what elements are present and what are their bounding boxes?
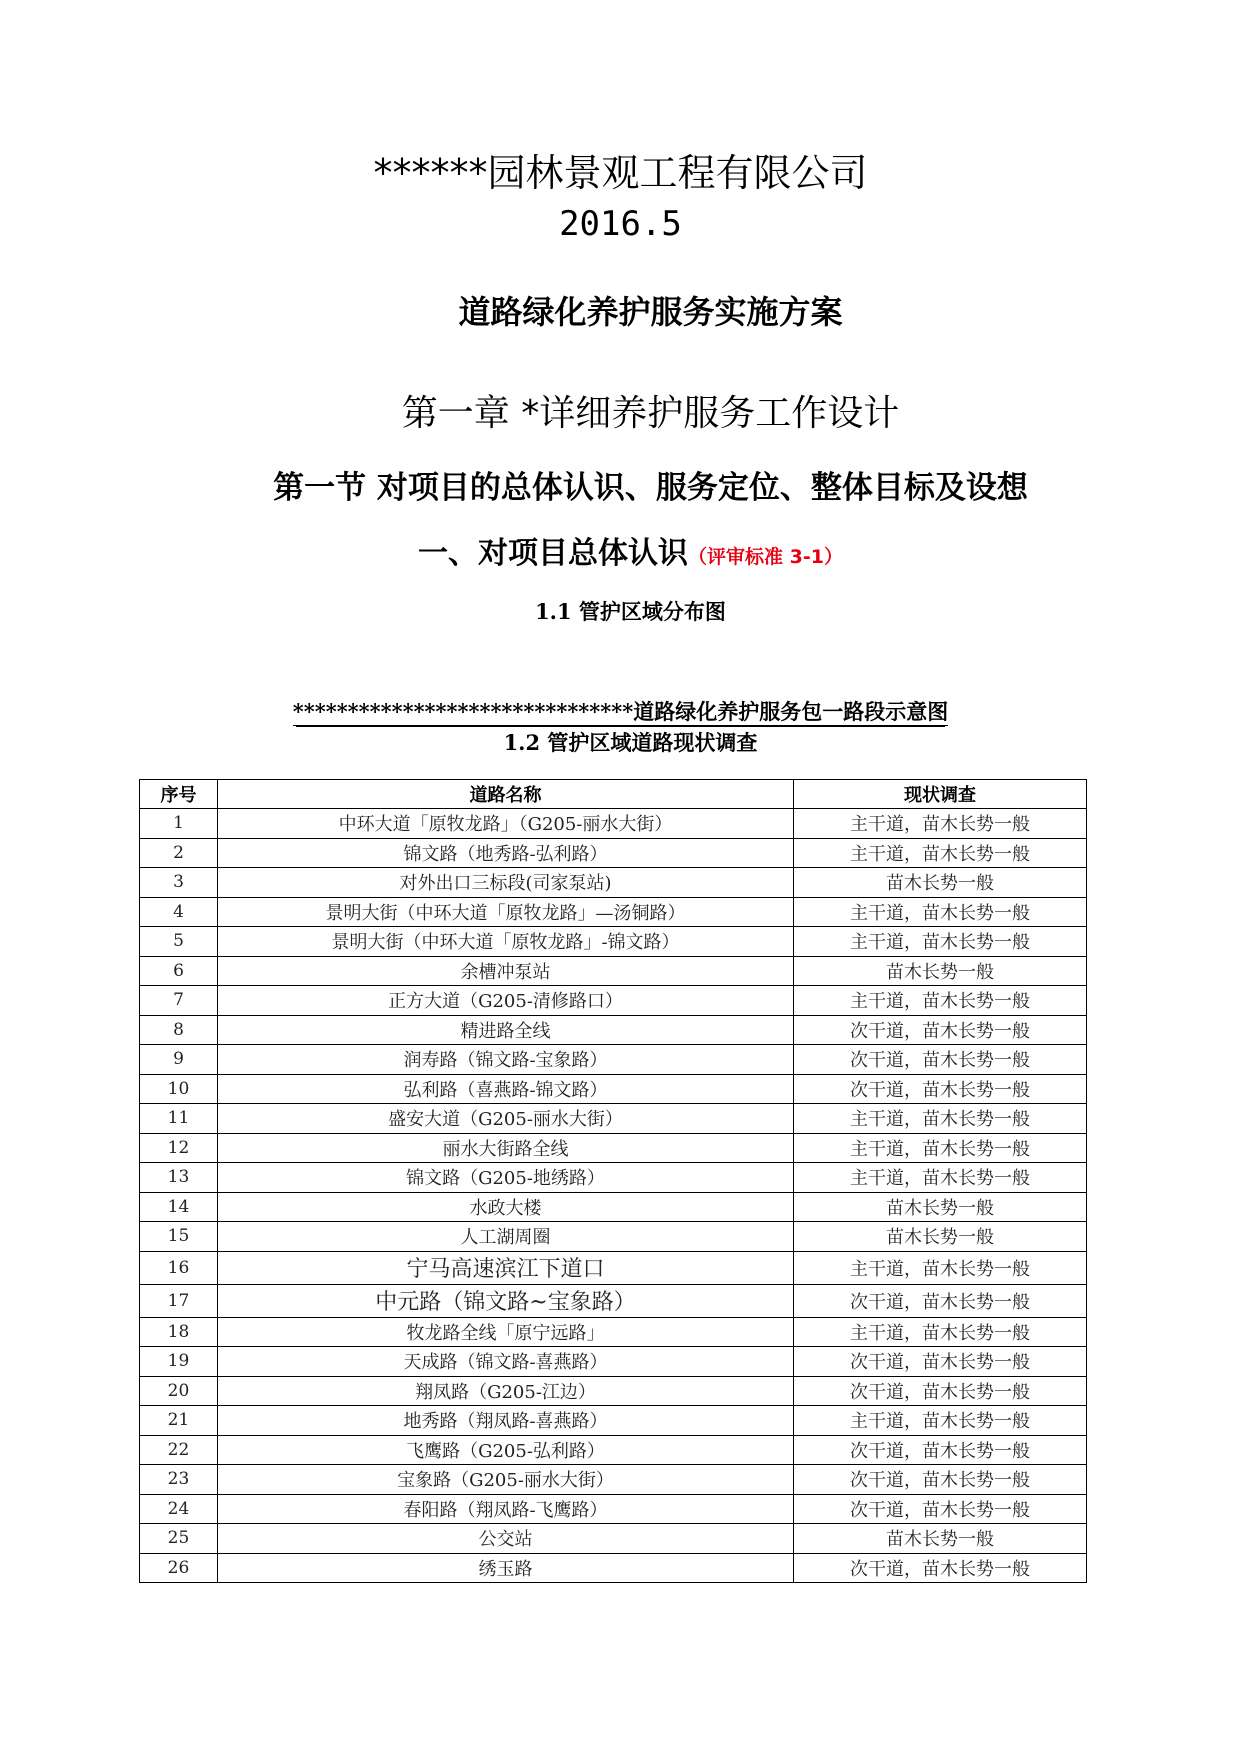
cell-road-name: 余槽冲泵站	[218, 956, 794, 986]
cell-status: 主干道，苗木长势一般	[794, 897, 1087, 927]
table-row	[140, 838, 1087, 868]
cell-road-name: 景明大街（中环大道「原牧龙路」-锦文路）	[218, 927, 794, 957]
cell-status: 苗木长势一般	[794, 1192, 1087, 1222]
evaluation-criteria-note: （评审标准 3-1）	[688, 546, 843, 568]
subsection-title: 一、对项目总体认识	[418, 536, 689, 571]
subsection-heading	[10, 532, 1241, 579]
cell-number: 23	[140, 1465, 218, 1495]
cell-number: 4	[140, 897, 218, 927]
cell-status: 次干道，苗木长势一般	[794, 1553, 1087, 1583]
cell-status: 次干道，苗木长势一般	[794, 1015, 1087, 1045]
cell-number: 22	[140, 1435, 218, 1465]
column-header-road: 道路名称	[218, 780, 794, 809]
cell-number: 9	[140, 1045, 218, 1075]
cell-road-name: 景明大街（中环大道「原牧龙路」—汤铜路）	[218, 897, 794, 927]
table-row	[140, 1074, 1087, 1104]
table-row	[140, 1163, 1087, 1193]
cell-number: 21	[140, 1406, 218, 1436]
cell-status: 苗木长势一般	[794, 868, 1087, 898]
cell-road-name: 中环大道「原牧龙路」（G205-丽水大街）	[218, 809, 794, 839]
table-row	[140, 1192, 1087, 1222]
cell-road-name: 正方大道（G205-清修路口）	[218, 986, 794, 1016]
table-row	[140, 868, 1087, 898]
cell-status: 次干道，苗木长势一般	[794, 1284, 1087, 1317]
table-row	[140, 1376, 1087, 1406]
cell-number: 20	[140, 1376, 218, 1406]
table-row	[140, 1553, 1087, 1583]
cell-status: 主干道，苗木长势一般	[794, 1133, 1087, 1163]
column-header-no: 序号	[140, 780, 218, 809]
cell-road-name: 盛安大道（G205-丽水大街）	[218, 1104, 794, 1134]
table-row	[140, 1435, 1087, 1465]
table-row	[140, 1015, 1087, 1045]
table-row	[140, 927, 1087, 957]
map-caption-text: *******************************道路绿化养护服务包一路段示意图	[292, 699, 949, 724]
cell-status: 次干道，苗木长势一般	[794, 1074, 1087, 1104]
cell-number: 8	[140, 1015, 218, 1045]
cell-number: 26	[140, 1553, 218, 1583]
cell-road-name: 宝象路（G205-丽水大街）	[218, 1465, 794, 1495]
column-header-status: 现状调查	[794, 780, 1087, 809]
cell-status: 次干道，苗木长势一般	[794, 1347, 1087, 1377]
map-caption	[0, 698, 1241, 726]
cell-status: 苗木长势一般	[794, 1524, 1087, 1554]
heading-1-1: 1.1 管护区域分布图	[535, 599, 726, 624]
company-name: ******园林景观工程有限公司	[373, 151, 868, 195]
cell-status: 次干道，苗木长势一般	[794, 1435, 1087, 1465]
cell-road-name: 锦文路（G205-地绣路）	[218, 1163, 794, 1193]
table-row	[140, 1524, 1087, 1554]
cell-road-name: 人工湖周圈	[218, 1222, 794, 1252]
cell-number: 14	[140, 1192, 218, 1222]
cell-road-name: 绣玉路	[218, 1553, 794, 1583]
cell-road-name: 弘利路（喜燕路-锦文路）	[218, 1074, 794, 1104]
cell-number: 11	[140, 1104, 218, 1134]
document-date: 2016.5	[559, 204, 682, 244]
cell-status: 主干道，苗木长势一般	[794, 809, 1087, 839]
cell-number: 12	[140, 1133, 218, 1163]
road-survey-table	[139, 779, 1087, 1583]
cell-road-name: 宁马高速滨江下道口	[218, 1251, 794, 1284]
cell-number: 7	[140, 986, 218, 1016]
cell-number: 19	[140, 1347, 218, 1377]
table-row	[140, 1222, 1087, 1252]
cell-status: 主干道，苗木长势一般	[794, 1406, 1087, 1436]
cell-road-name: 牧龙路全线「原宁远路」	[218, 1317, 794, 1347]
table-row	[140, 1347, 1087, 1377]
cell-status: 主干道，苗木长势一般	[794, 986, 1087, 1016]
cell-number: 16	[140, 1251, 218, 1284]
cell-status: 苗木长势一般	[794, 956, 1087, 986]
cell-road-name: 翔凤路（G205-江边）	[218, 1376, 794, 1406]
table-row	[140, 1133, 1087, 1163]
cell-status: 次干道，苗木长势一般	[794, 1045, 1087, 1075]
table-row	[140, 1284, 1087, 1317]
cell-road-name: 飞鹰路（G205-弘利路）	[218, 1435, 794, 1465]
cell-number: 2	[140, 838, 218, 868]
cell-status: 主干道，苗木长势一般	[794, 1317, 1087, 1347]
cell-road-name: 春阳路（翔凤路-飞鹰路）	[218, 1494, 794, 1524]
cell-number: 13	[140, 1163, 218, 1193]
cell-road-name: 天成路（锦文路-喜燕路）	[218, 1347, 794, 1377]
cell-road-name: 丽水大街路全线	[218, 1133, 794, 1163]
cell-number: 3	[140, 868, 218, 898]
cell-number: 15	[140, 1222, 218, 1252]
cell-status: 主干道，苗木长势一般	[794, 1104, 1087, 1134]
table-row	[140, 809, 1087, 839]
cell-number: 24	[140, 1494, 218, 1524]
table-row	[140, 1045, 1087, 1075]
table-row	[140, 1104, 1087, 1134]
table-row	[140, 897, 1087, 927]
cell-road-name: 锦文路（地秀路-弘利路）	[218, 838, 794, 868]
table-body	[140, 809, 1087, 1583]
cell-number: 10	[140, 1074, 218, 1104]
cell-status: 主干道，苗木长势一般	[794, 1251, 1087, 1284]
table-row	[140, 1251, 1087, 1284]
cell-road-name: 地秀路（翔凤路-喜燕路）	[218, 1406, 794, 1436]
cell-road-name: 对外出口三标段(司家泵站)	[218, 868, 794, 898]
cell-status: 主干道，苗木长势一般	[794, 1163, 1087, 1193]
table-row	[140, 1406, 1087, 1436]
cell-status: 次干道，苗木长势一般	[794, 1494, 1087, 1524]
cell-number: 25	[140, 1524, 218, 1554]
cell-road-name: 公交站	[218, 1524, 794, 1554]
cell-number: 6	[140, 956, 218, 986]
table-row	[140, 956, 1087, 986]
cell-number: 17	[140, 1284, 218, 1317]
heading-1-2: 1.2 管护区域道路现状调查	[503, 730, 758, 755]
cell-number: 1	[140, 809, 218, 839]
cell-status: 主干道，苗木长势一般	[794, 838, 1087, 868]
table-row	[140, 1317, 1087, 1347]
section-heading: 第一节 对项目的总体认识、服务定位、整体目标及设想	[273, 470, 1028, 506]
cell-status: 次干道，苗木长势一般	[794, 1376, 1087, 1406]
cell-road-name: 中元路（锦文路~宝象路）	[218, 1284, 794, 1317]
cell-road-name: 精进路全线	[218, 1015, 794, 1045]
table-row	[140, 1465, 1087, 1495]
cell-status: 次干道，苗木长势一般	[794, 1465, 1087, 1495]
cell-status: 主干道，苗木长势一般	[794, 927, 1087, 957]
document-title: 道路绿化养护服务实施方案	[458, 293, 843, 331]
cell-road-name: 润寿路（锦文路-宝象路）	[218, 1045, 794, 1075]
cell-number: 5	[140, 927, 218, 957]
table-row	[140, 1494, 1087, 1524]
table-header-row	[140, 780, 1087, 809]
cell-road-name: 水政大楼	[218, 1192, 794, 1222]
table-row	[140, 986, 1087, 1016]
chapter-heading: 第一章 *详细养护服务工作设计	[401, 393, 900, 434]
cell-number: 18	[140, 1317, 218, 1347]
cell-status: 苗木长势一般	[794, 1222, 1087, 1252]
